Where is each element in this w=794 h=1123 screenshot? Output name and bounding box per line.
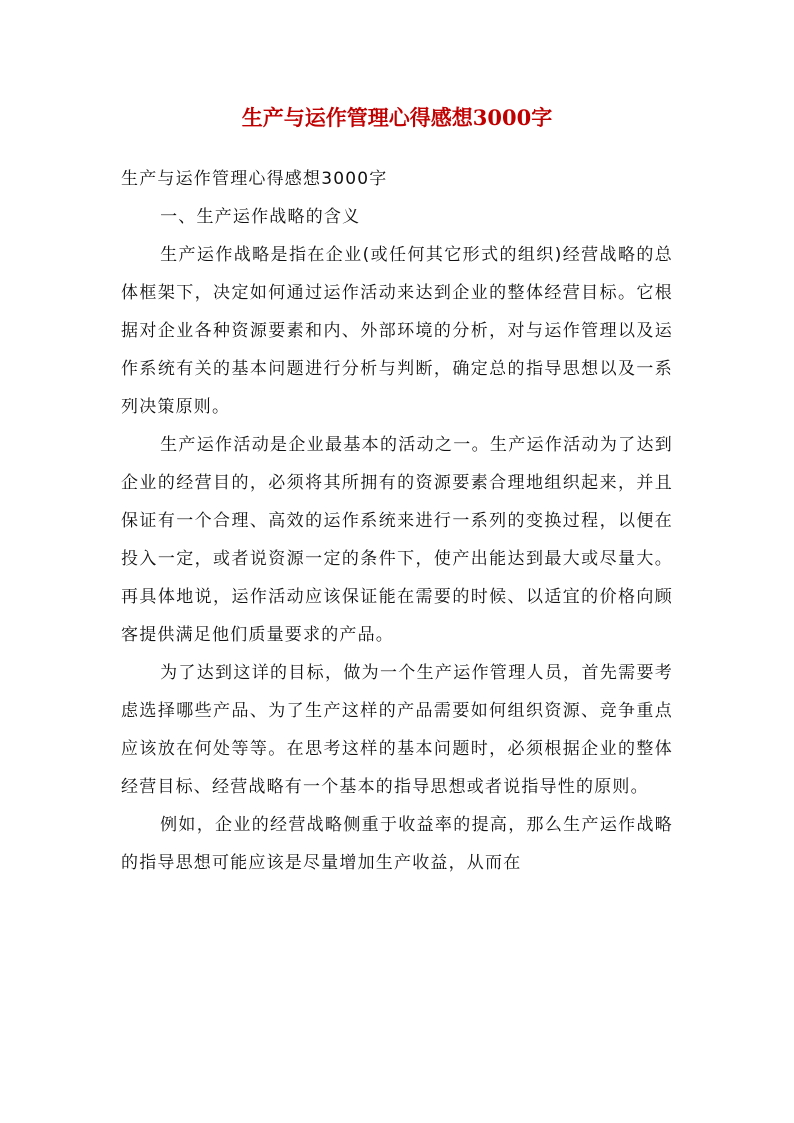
paragraph: 生产运作活动是企业最基本的活动之一。生产运作活动为了达到企业的经营目的，必须将其所拥有的资源要素合理地组织起来，并且保证有一个合理、高效的运作系统来进行一系列的变换过程，以便在投入一定，或者说资源一定的条件下，使产出能达到最大或尽量大。再具体地说，运作活动应该保证能在需要的时候、以适宜的价格向顾客提供满足他们质量要求的产品。 <box>121 435 673 645</box>
paragraph: 例如，企业的经营战略侧重于收益率的提高，那么生产运作战略的指导思想可能应该是尽量增加生产收益，从而在 <box>121 815 673 873</box>
document-title: 生产与运作管理心得感想3000字 <box>241 105 553 130</box>
paragraph: 生产运作战略是指在企业(或任何其它形式的组织)经营战略的总体框架下，决定如何通过运作活动来达到企业的整体经营目标。它根据对企业各种资源要素和内、外部环境的分析，对与运作管理以及运作系统有关的基本问题进行分析与判断，确定总的指导思想以及一系列决策原则。 <box>121 245 673 417</box>
document-body <box>121 160 673 882</box>
paragraph: 为了达到这详的目标，做为一个生产运作管理人员，首先需要考虑选择哪些产品、为了生产这样的产品需要如何组织资源、竞争重点应该放在何处等等。在思考这样的基本问题时，必须根据企业的整体经营目标、经营战略有一个基本的指导思想或者说指导性的原则。 <box>121 663 673 797</box>
document-subtitle: 生产与运作管理心得感想3000字 <box>121 169 388 189</box>
section-heading: 一、生产运作战略的含义 <box>160 207 361 227</box>
